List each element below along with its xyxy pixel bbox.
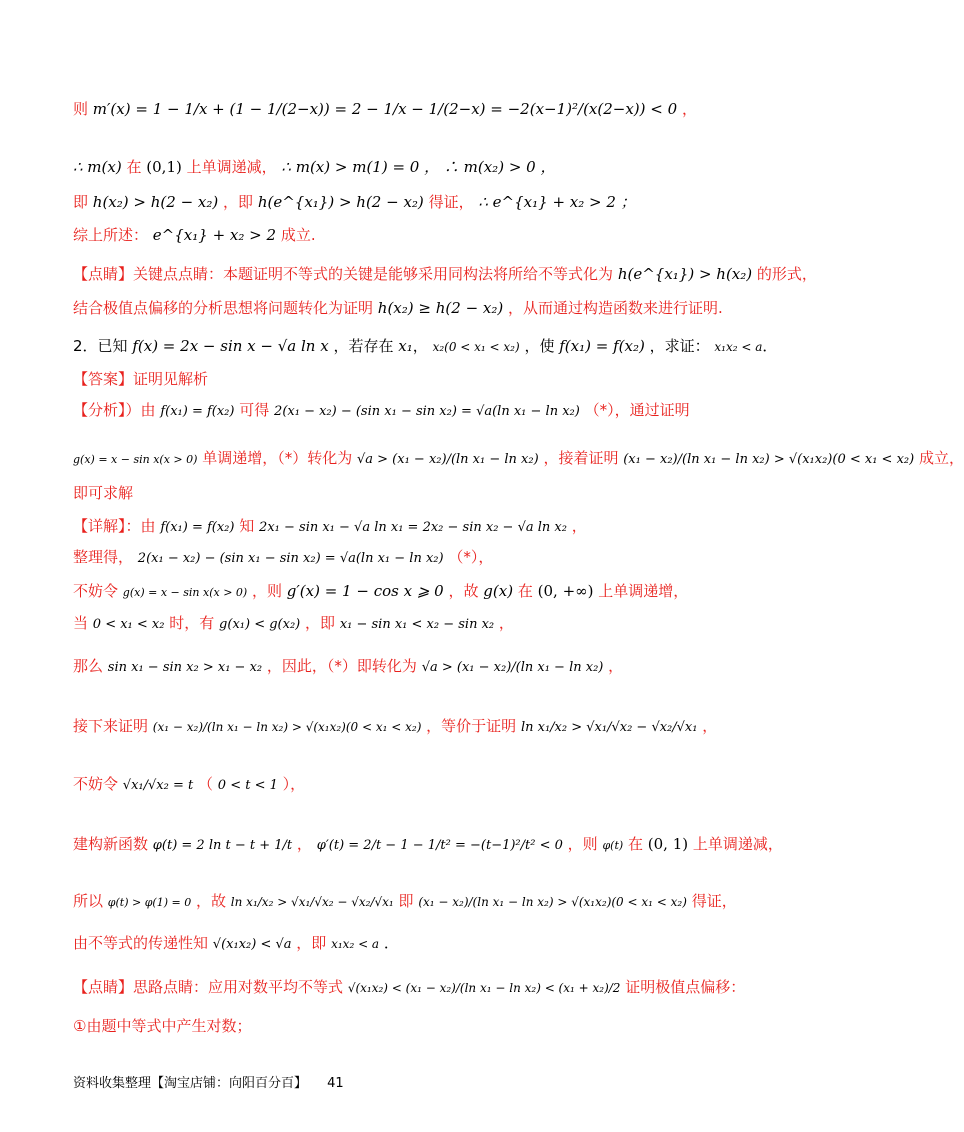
line-key-point-2: 结合极值点偏移的分析思想将问题转化为证明 h(x₂) ≥ h(2 − x₂) ，从而通过构造函数来进行证明. [73, 299, 723, 317]
detail-line-2: 整理得， 2(x₁ − x₂) − (sin x₁ − sin x₂) = √a(ln x₁ − ln x₂) （*）， [73, 548, 494, 566]
detail-line-3: 不妨令 g(x) = x − sin x(x > 0) ，则 g′(x) = 1 − cos x ⩾ 0 ，故 g(x) 在 (0, +∞) 上单调递增， [73, 582, 689, 600]
analysis-line-2: g(x) = x − sin x(x > 0) 单调递增，（*）转化为 √a > (x₁ − x₂)/(ln x₁ − ln x₂) ，接着证明 (x₁ − x₂)/(ln x₁ − ln x₂) > √(x₁x₂)(0 < x₁ < x₂) 成立， [73, 449, 964, 467]
page-number: 41 [327, 1076, 344, 1091]
line-m-decreasing: ∴ m(x) 在 (0,1) 上单调递减， ∴ m(x) > m(1) = 0 ， ∴ m(x₂) > 0 ， [73, 158, 556, 176]
detail-line-10: 由不等式的传递性知 √(x₁x₂) < √a ，即 x₁x₂ < a ． [73, 934, 399, 952]
detail-line-8: 建构新函数 φ(t) = 2 ln t − t + 1/t ， φ′(t) = 2/t − 1 − 1/t² = −(t−1)²/t² < 0 ，则 φ(t) 在 (0, 1) 上单调递减， [73, 835, 783, 853]
line-derivative-m: 则 m′(x) = 1 − 1/x + (1 − 1/(2−x)) = 2 − 1/x − 1/(2−x) = −2(x−1)²/(x(2−x)) < 0 ， [73, 100, 697, 118]
detail-line-4: 当 0 < x₁ < x₂ 时，有 g(x₁) < g(x₂) ，即 x₁ − sin x₁ < x₂ − sin x₂ ， [73, 614, 514, 632]
detail-line-6: 接下来证明 (x₁ − x₂)/(ln x₁ − ln x₂) > √(x₁x₂)(0 < x₁ < x₂) ，等价于证明 ln x₁/x₂ > √x₁/√x₂ − √x₂/√x₁ ， [73, 717, 718, 735]
answer-line: 【答案】证明见解析 [73, 370, 209, 388]
line-summary: 综上所述： e^{x₁} + x₂ > 2 成立. [73, 226, 316, 244]
detail-line-1: 【详解】：由 f(x₁) = f(x₂) 知 2x₁ − sin x₁ − √a ln x₁ = 2x₂ − sin x₂ − √a ln x₂ ， [73, 517, 587, 535]
page-footer [73, 1072, 344, 1091]
detail-line-5: 那么 sin x₁ − sin x₂ > x₁ − x₂ ，因此，（*）即转化为 √a > (x₁ − x₂)/(ln x₁ − ln x₂) ， [73, 657, 624, 675]
detail-line-9: 所以 φ(t) > φ(1) = 0 ，故 ln x₁/x₂ > √x₁/√x₂ − √x₂/√x₁ 即 (x₁ − x₂)/(ln x₁ − ln x₂) > √(x₁x₂)(0 < x₁ < x₂) 得证， [73, 892, 737, 910]
analysis-line-3: 即可求解 [73, 484, 134, 502]
problem-2-statement: 2．已知 f(x) = 2x − sin x − √a ln x ，若存在 x₁， x₂(0 < x₁ < x₂) ，使 f(x₁) = f(x₂) ，求证： x₁x₂ < a． [73, 337, 778, 355]
line-h-inequality: 即 h(x₂) > h(2 − x₂) ，即 h(e^{x₁}) > h(2 − x₂) 得证， ∴ e^{x₁} + x₂ > 2 ； [73, 193, 636, 211]
detail-line-7: 不妨令 √x₁/√x₂ = t （ 0 < t < 1 ）， [73, 775, 306, 793]
analysis-line-1: 【分析】）由 f(x₁) = f(x₂) 可得 2(x₁ − x₂) − (sin x₁ − sin x₂) = √a(ln x₁ − ln x₂) （*），通过证明 [73, 401, 690, 419]
line-key-point-1: 【点睛】关键点点睛：本题证明不等式的关键是能够采用同构法将所给不等式化为 h(e^{x₁}) > h(x₂) 的形式， [73, 265, 817, 283]
key-point-2-line-1: 【点睛】思路点睛：应用对数平均不等式 √(x₁x₂) < (x₁ − x₂)/(ln x₁ − ln x₂) < (x₁ + x₂)/2 证明极值点偏移： [73, 978, 746, 996]
footer-source: 资料收集整理【淘宝店铺：向阳百分百】 [73, 1076, 308, 1091]
key-point-2-line-2: ①由题中等式中产生对数； [73, 1017, 252, 1035]
